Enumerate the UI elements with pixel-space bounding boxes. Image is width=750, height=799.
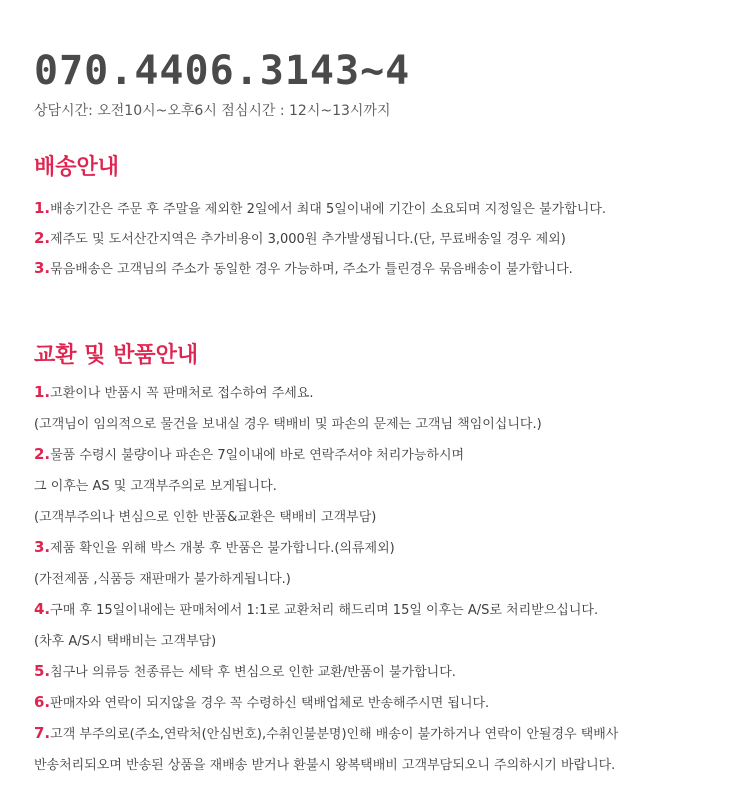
item-text: 반송처리되오며 반송된 상품을 재배송 받거나 환불시 왕복택배비 고객부담되오니 주의하시기 바랍니다. xyxy=(34,758,616,773)
shipping-item-1 xyxy=(34,198,606,217)
exchange-line xyxy=(34,537,395,556)
shipping-item-3 xyxy=(34,258,573,277)
exchange-line xyxy=(34,692,489,711)
exchange-title: 교환 및 반품안내 xyxy=(34,343,199,368)
exchange-line xyxy=(34,630,216,649)
exchange-line xyxy=(34,413,542,432)
item-text: 고객 부주의로(주소,연락처(안심번호),수취인불분명)인해 배송이 불가하거나 연락이 안될경우 택배사 xyxy=(50,727,619,742)
item-text: 그 이후는 AS 및 고객부주의로 보게됩니다. xyxy=(34,479,277,494)
exchange-line xyxy=(34,568,291,587)
item-number: 1. xyxy=(34,199,51,217)
item-number: 5. xyxy=(34,662,51,680)
exchange-line xyxy=(34,444,464,463)
item-text: 배송기간은 주문 후 주말을 제외한 2일에서 최대 5일이내에 기간이 소요되며 지정일은 불가합니다. xyxy=(50,202,607,217)
exchange-line xyxy=(34,382,314,401)
exchange-line xyxy=(34,506,376,525)
exchange-line xyxy=(34,475,277,494)
item-text: 구매 후 15일이내에는 판매처에서 1:1로 교환처리 해드리며 15일 이후는 A/S로 처리받으십니다. xyxy=(50,603,599,618)
exchange-line xyxy=(34,754,615,773)
item-text: 침구나 의류등 천종류는 세탁 후 변심으로 인한 교환/반품이 불가합니다. xyxy=(50,665,456,680)
item-text: (가전제품 ,식품등 재판매가 불가하게됩니다.) xyxy=(34,572,291,587)
exchange-line xyxy=(34,723,618,742)
item-text: (고객님이 임의적으로 물건을 보내실 경우 택배비 및 파손의 문제는 고객님 책임이십니다.) xyxy=(34,417,542,432)
shipping-title: 배송안내 xyxy=(34,155,120,180)
item-number: 2. xyxy=(34,229,51,247)
item-text: 판매자와 연락이 되지않을 경우 꼭 수령하신 택배업체로 반송해주시면 됩니다. xyxy=(50,696,490,711)
item-number: 7. xyxy=(34,724,51,742)
business-hours: 상담시간: 오전10시~오후6시 점심시간 : 12시~13시까지 xyxy=(34,103,391,119)
phone-number: 070.4406.3143~4 xyxy=(34,48,411,94)
item-text: 물품 수령시 불량이나 파손은 7일이내에 바로 연락주셔야 처리가능하시며 xyxy=(50,448,465,463)
item-number: 3. xyxy=(34,538,51,556)
item-text: 제품 확인을 위해 박스 개봉 후 반품은 불가합니다.(의류제외) xyxy=(50,541,395,556)
item-number: 1. xyxy=(34,383,51,401)
item-text: 묶음배송은 고객님의 주소가 동일한 경우 가능하며, 주소가 틀린경우 묶음배송이 불가합니다. xyxy=(50,262,573,277)
exchange-line xyxy=(34,661,456,680)
item-number: 2. xyxy=(34,445,51,463)
item-text: (고객부주의나 변심으로 인한 반품&교환은 택배비 고객부담) xyxy=(34,510,377,525)
item-text: (차후 A/S시 택배비는 고객부담) xyxy=(34,634,217,649)
item-number: 3. xyxy=(34,259,51,277)
item-text: 고환이나 반품시 꼭 판매처로 접수하여 주세요. xyxy=(50,386,314,401)
shipping-item-2 xyxy=(34,228,566,247)
item-number: 6. xyxy=(34,693,51,711)
item-number: 4. xyxy=(34,600,51,618)
item-text: 제주도 및 도서산간지역은 추가비용이 3,000원 추가발생됩니다.(단, 무료배송일 경우 제외) xyxy=(50,232,566,247)
exchange-line xyxy=(34,599,598,618)
